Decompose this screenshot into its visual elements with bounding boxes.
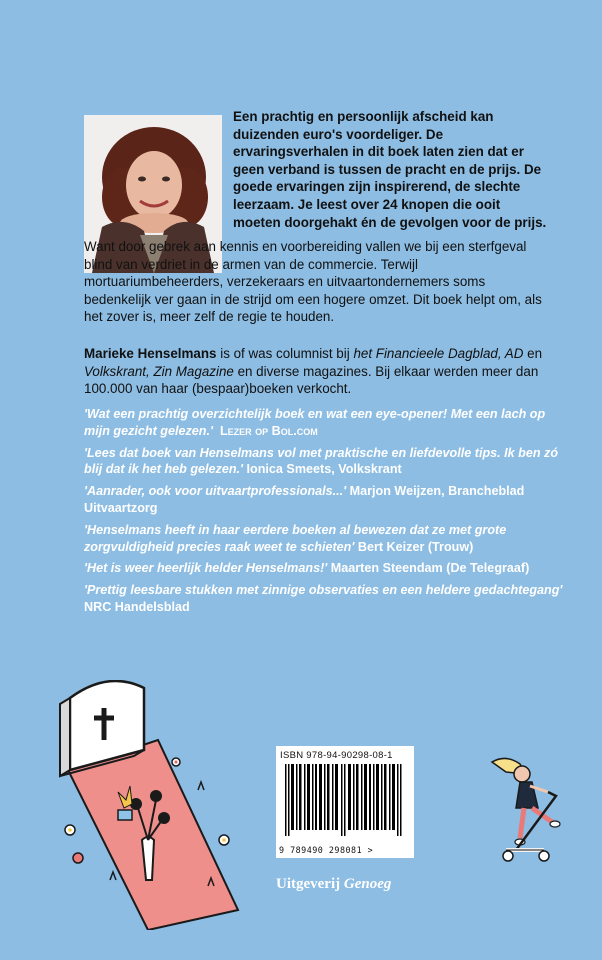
quote-source: NRC Handelsblad <box>84 599 190 614</box>
quote-source: Maarten Steendam (De Telegraaf) <box>330 561 530 576</box>
publisher-brand: Genoeg <box>343 876 392 892</box>
review-quote <box>84 522 570 556</box>
isbn-number: ISBN 978-94-90298-08-1 <box>280 750 393 761</box>
review-quote <box>84 406 570 440</box>
review-quote <box>84 445 570 479</box>
publisher-prefix: Uitgeverij <box>276 876 344 892</box>
barcode-panel <box>276 746 414 858</box>
quote-text: 'Prettig leesbare stukken met zinnige observaties en een heldere gedachtegang' <box>84 583 563 598</box>
author-bio-text-2: en <box>523 346 543 361</box>
author-bio-text-1: is of was columnist bij <box>216 346 354 361</box>
quote-text: 'Lees dat boek van Henselmans vol met praktische en liefdevolle tips. Ik ben zó blij dat ik het heb gelezen.' <box>84 445 559 477</box>
author-name: Marieke Henselmans <box>84 346 217 361</box>
scooter-girl-illustration <box>486 752 574 870</box>
review-quote <box>84 582 570 616</box>
quote-source: Bert Keizer (Trouw) <box>357 539 474 554</box>
review-quotes <box>84 406 570 621</box>
intro-paragraph: Een prachtig en persoonlijk afscheid kan duizenden euro's voordeliger. De ervaringsverhalen in dit boek laten zien dat er geen verband is tussen de pracht en de prijs. De goede ervaringen zijn inspirerend, de slechte leerzaam. Je leest over 24 knopen die ooit moeten doorgehakt én de gevolgen voor de prijs. <box>233 109 547 230</box>
barcode-digits: 9 789490 298081 > <box>279 845 374 855</box>
quote-source: Ionica Smeets, Volkskrant <box>246 462 402 477</box>
review-quote <box>84 483 570 517</box>
body-text: Want door gebrek aan kennis en voorbereiding vallen we bij een sterfgeval blind van verdriet in de armen van de commercie. Terwijl mortuariumbeheerders, verzekeraars en uitvaartondernemers soms bedenkelijk ver gaan in de strijd om een hogere omzet. Dit boek helpt om, als het zover is, meer zelf de regie te houden. <box>84 239 542 325</box>
quote-source: Lezer op Bol.com <box>219 423 318 438</box>
author-bio-publications-1: het Financieele Dagblad, AD <box>353 346 524 361</box>
quote-text: 'Het is weer heerlijk helder Henselmans!' <box>84 561 328 576</box>
quote-text: 'Henselmans heeft in haar eerdere boeken al bewezen dat ze met grote zorgvuldigheid precies raak weet te schieten' <box>84 522 507 554</box>
body-paragraph <box>84 238 554 326</box>
author-bio <box>84 345 554 398</box>
publisher-logo <box>276 876 426 893</box>
author-bio-text-3: en diverse magazines. Bij elkaar werden meer dan 100.000 van haar (bespaar)boeken verkocht. <box>84 363 539 397</box>
barcode-image <box>281 764 409 836</box>
review-quote <box>84 560 570 577</box>
author-bio-publications-2: Volkskrant, Zin Magazine <box>84 363 234 379</box>
quote-source: Marjon Weijzen, Brancheblad Uitvaartzorg <box>84 484 525 515</box>
grave-illustration <box>48 680 248 930</box>
quote-text: 'Wat een prachtig overzichtelijk boek en wat een eye-opener! Met een lach op mijn gezicht gelezen.' <box>84 407 546 438</box>
quote-text: 'Aanrader, ook voor uitvaartprofessionals...' <box>84 484 347 499</box>
